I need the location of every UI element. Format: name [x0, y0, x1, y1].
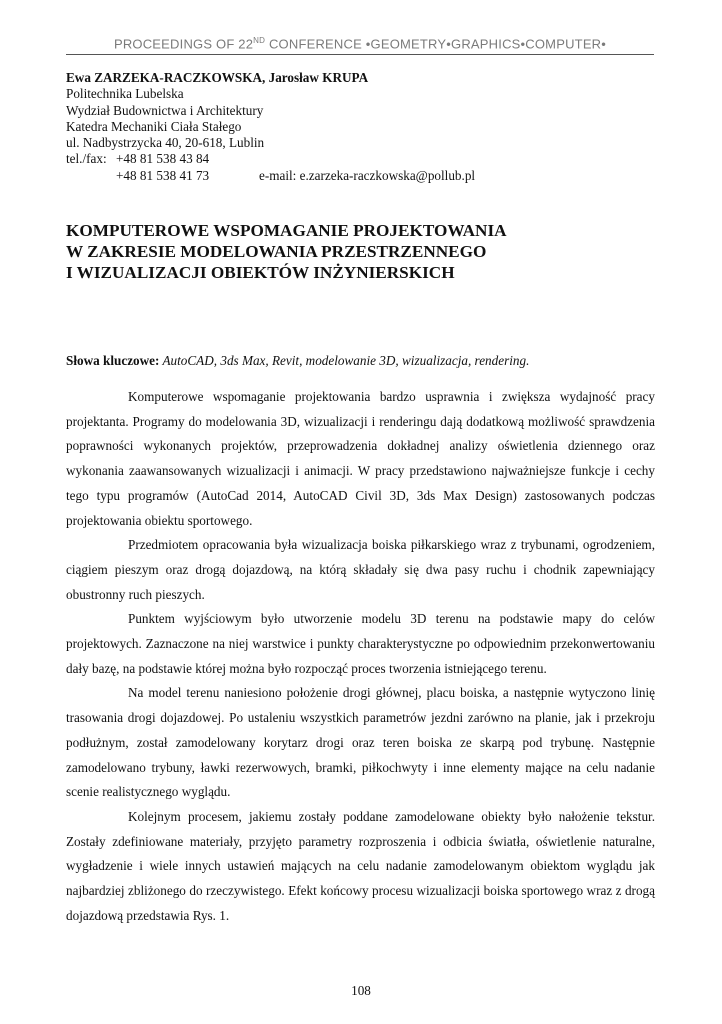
paper-title-line-1: KOMPUTEROWE WSPOMAGANIE PROJEKTOWANIA [66, 221, 507, 240]
paragraph: Kolejnym procesem, jakiemu zostały poddane zamodelowane obiekty było nałożenie tekstur. Zostały zdefiniowane materiały, przyjęto parametry rozproszenia i odbicia światła, oświetlenie naturalne, wygładzenie i wiele innych ustawień mających na celu nadanie zamodelowanym obiektom wyglądu jak najbardziej zbliżonego do rzeczywistego. Efekt końcowy procesu wizualizacji boiska sportowego wraz z drogą dojazdową przedstawia Rys. 1. [66, 808, 655, 923]
phone-line-1 [66, 151, 626, 167]
phone-line-2 [66, 168, 626, 184]
paper-title-line-3: I WIZUALIZACJI OBIEKTÓW INŻYNIERSKICH [66, 263, 455, 282]
paragraph: Przedmiotem opracowania była wizualizacja boiska piłkarskiego wraz z trybunami, ogrodzeniem, ciągiem pieszym oraz drogą dojazdową, na którą składały się dwa pasy ruchu i chodnik zapewniający obustronny ruch pieszych. [66, 537, 655, 602]
affiliation-faculty: Wydział Budownictwa i Architektury [66, 102, 264, 118]
affiliation-university: Politechnika Lubelska [66, 86, 184, 102]
author-block [66, 70, 626, 184]
paragraph: Komputerowe wspomaganie projektowania bardzo usprawnia i zwiększa wydajność pracy projektanta. Programy do modelowania 3D, wizualizacji i renderingu dają dodatkową możliwość sprawdzenia poprawności wykonanych projektów, przeprowadzenia dokładnej analizy oświetlenia dziennego oraz wykonania zaawansowanych wizualizacji i animacji. W pracy przedstawiono najważniejsze funkcje i cechy tego typu programów (AutoCad 2014, AutoCAD Civil 3D, 3ds Max Design) zastosowanych podczas projektowania obiektu sportowego. [66, 389, 655, 528]
phone-label: tel./fax: [66, 151, 107, 167]
author-names: Ewa ZARZEKA-RACZKOWSKA, Jarosław KRUPA [66, 70, 369, 85]
paragraph: Na model terenu naniesiono położenie drogi głównej, placu boiska, a następnie wytyczono linię trasowania drogi dojazdowej. Po ustaleniu wszystkich parametrów jezdni zarówno na planie, jak i przekroju podłużnym, został zamodelowany korytarz drogi oraz teren boiska ze skarpą pod trybunę. Następnie zamodelowano trybuny, ławki rezerwowych, bramki, piłkochwyty i inne elementy mające na celu nadanie scenie realistycznego wyglądu. [66, 685, 655, 800]
keywords-values: AutoCAD, 3ds Max, Revit, modelowanie 3D, wizualizacja, rendering. [159, 353, 530, 368]
running-header [66, 36, 654, 51]
phone-number-1: +48 81 538 43 84 [116, 151, 210, 167]
phone-number-2: +48 81 538 41 73 [116, 167, 210, 183]
running-header-text: PROCEEDINGS OF 22 [113, 36, 254, 52]
header-rule [66, 54, 654, 55]
affiliation-department: Katedra Mechaniki Ciała Stałego [66, 118, 242, 134]
author-email: e-mail: e.zarzeka-raczkowska@pollub.pl [259, 167, 476, 183]
keywords-label: Słowa kluczowe: [66, 353, 160, 368]
paper-title [66, 220, 656, 283]
paper-title-line-2: W ZAKRESIE MODELOWANIA PRZESTRZENNEGO [66, 242, 487, 261]
page-number: 108 [351, 983, 371, 998]
paragraph: Punktem wyjściowym było utworzenie modelu 3D terenu na podstawie mapy do celów projektowych. Zaznaczone na niej warstwice i punkty charakterystyczne po odpowiednim przekonwertowaniu dały bazę, na podstawie której można było rozpocząć proces tworzenia istniejącego terenu. [66, 611, 655, 676]
body-text [66, 385, 655, 928]
affiliation-address: ul. Nadbystrzycka 40, 20-618, Lublin [66, 135, 265, 151]
running-header-conference: CONFERENCE •GEOMETRY•GRAPHICS•COMPUTER• [265, 36, 607, 52]
running-header-ordinal: ND [253, 36, 266, 45]
keywords [66, 353, 656, 369]
